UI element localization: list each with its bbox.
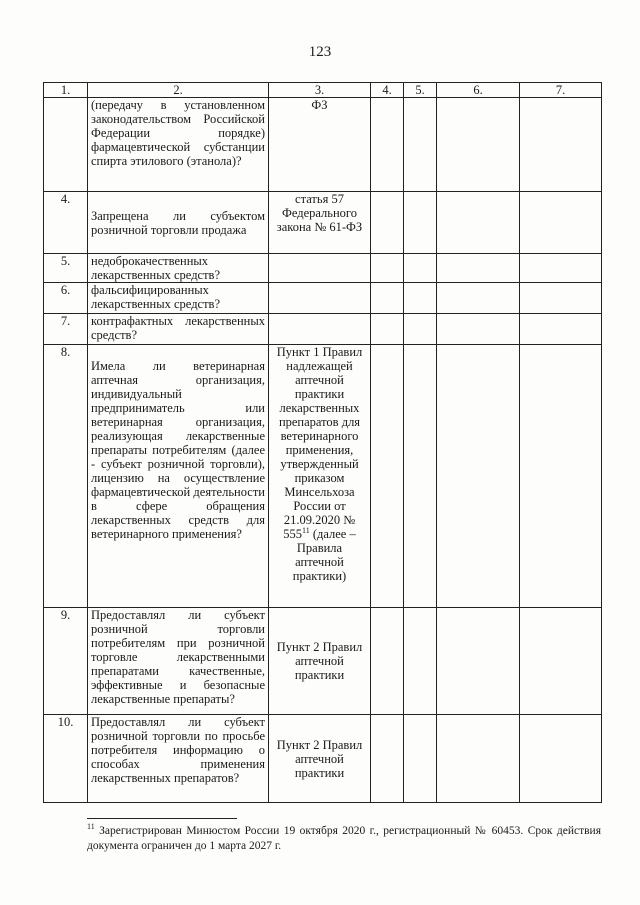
footnote-separator	[87, 818, 237, 819]
reference-cell	[269, 254, 371, 283]
answer-cell	[404, 715, 437, 803]
answer-cell	[404, 608, 437, 715]
question-cell: Предоставлял ли субъект розничной торговли потребителям при розничной торговле лекарственными препаратами качественные, эффективные и безопасные лекарственные препараты?	[88, 608, 269, 715]
column-header: 1.	[44, 83, 88, 98]
reference-cell: статья 57 Федерального закона № 61-ФЗ	[269, 192, 371, 254]
question-cell: Предоставлял ли субъект розничной торговли по просьбе потребителя информацию о способах применения лекарственных препаратов?	[88, 715, 269, 803]
reference-cell	[269, 345, 371, 608]
answer-cell	[371, 283, 404, 314]
answer-cell	[437, 314, 520, 345]
answer-cell	[437, 345, 520, 608]
reference-cell	[269, 314, 371, 345]
reference-cell: Пункт 2 Правил аптечной практики	[269, 608, 371, 715]
table-row	[44, 345, 602, 608]
answer-cell	[520, 608, 602, 715]
answer-cell	[437, 192, 520, 254]
column-header: 5.	[404, 83, 437, 98]
question-cell: Имела ли ветеринарная аптечная организация, индивидуальный предприниматель или ветеринарная организация, реализующая лекарственные препараты потребителям (далее - субъект розничной торговли), лицензию на осуществление фармацевтической деятельности в сфере обращения лекарственных средств для ветеринарного применения?	[88, 345, 269, 608]
footnote-text: Зарегистрирован Минюстом России 19 октября 2020 г., регистрационный № 60453. Срок действия документа ограничен до 1 марта 2027 г.	[87, 825, 601, 852]
column-header: 6.	[437, 83, 520, 98]
answer-cell	[371, 254, 404, 283]
answer-cell	[404, 254, 437, 283]
answer-cell	[404, 98, 437, 192]
answer-cell	[404, 192, 437, 254]
column-header: 2.	[88, 83, 269, 98]
footnote	[87, 824, 601, 854]
table-row	[44, 715, 602, 803]
table-row	[44, 254, 602, 283]
answer-cell	[437, 608, 520, 715]
table-row	[44, 314, 602, 345]
answer-cell	[520, 283, 602, 314]
reference-text-tail: (далее – Правила аптечной практики)	[292, 527, 356, 583]
answer-cell	[520, 192, 602, 254]
reference-cell: ФЗ	[269, 98, 371, 192]
answer-cell	[404, 345, 437, 608]
answer-cell	[437, 283, 520, 314]
footnote-ref: 11	[302, 525, 310, 535]
header-row	[44, 83, 602, 98]
answer-cell	[520, 314, 602, 345]
answer-cell	[520, 345, 602, 608]
footnote-marker: 11	[87, 822, 95, 832]
question-cell: недоброкачественных лекарственных средств?	[88, 254, 269, 283]
answer-cell	[520, 715, 602, 803]
answer-cell	[520, 98, 602, 192]
column-header: 4.	[371, 83, 404, 98]
answer-cell	[371, 192, 404, 254]
answer-cell	[520, 254, 602, 283]
row-number: 4.	[44, 192, 88, 254]
question-cell: фальсифицированных лекарственных средств?	[88, 283, 269, 314]
reference-cell	[269, 283, 371, 314]
table-row	[44, 283, 602, 314]
question-cell: (передачу в установленном законодательством Российской Федерации порядке) фармацевтической субстанции спирта этилового (этанола)?	[88, 98, 269, 192]
answer-cell	[371, 98, 404, 192]
row-number	[44, 98, 88, 192]
column-header: 7.	[520, 83, 602, 98]
answer-cell	[371, 345, 404, 608]
answer-cell	[404, 314, 437, 345]
column-header: 3.	[269, 83, 371, 98]
answer-cell	[437, 98, 520, 192]
row-number: 9.	[44, 608, 88, 715]
answer-cell	[371, 715, 404, 803]
reference-text: Пункт 1 Правил надлежащей аптечной практики лекарственных препаратов для ветеринарного применения, утвержденный приказом Минсельхоза России от 21.09.2020 № 555	[276, 345, 363, 541]
row-number: 10.	[44, 715, 88, 803]
row-number: 6.	[44, 283, 88, 314]
row-number: 5.	[44, 254, 88, 283]
reference-cell: Пункт 2 Правил аптечной практики	[269, 715, 371, 803]
answer-cell	[371, 608, 404, 715]
row-number: 8.	[44, 345, 88, 608]
answer-cell	[371, 314, 404, 345]
answer-cell	[437, 254, 520, 283]
table-row	[44, 98, 602, 192]
answer-cell	[404, 283, 437, 314]
table-row	[44, 608, 602, 715]
question-cell: контрафактных лекарственных средств?	[88, 314, 269, 345]
page-number: 123	[308, 44, 332, 60]
row-number: 7.	[44, 314, 88, 345]
checklist-table	[43, 82, 602, 803]
table-row	[44, 192, 602, 254]
answer-cell	[437, 715, 520, 803]
question-cell: Запрещена ли субъектом розничной торговли продажа	[88, 192, 269, 254]
